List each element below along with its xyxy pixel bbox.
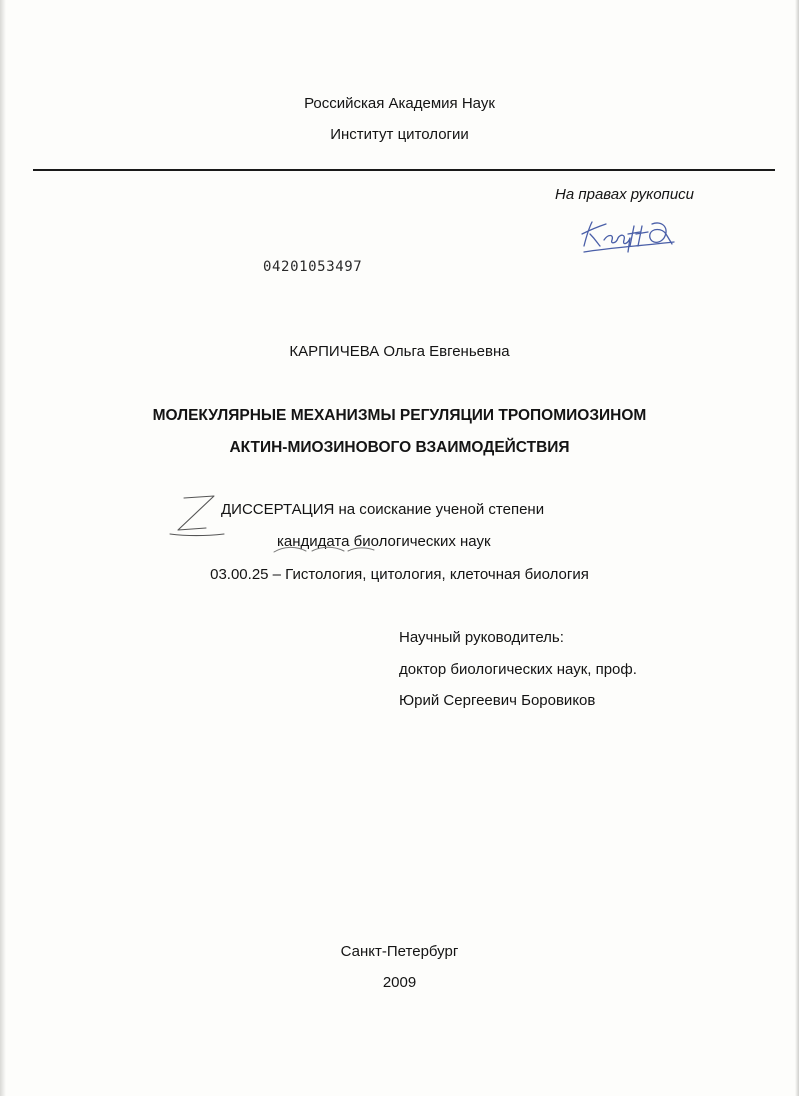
dissertation-title-line-2: АКТИН-МИОЗИНОВОГО ВЗАИМОДЕЙСТВИЯ [229, 439, 570, 456]
year: 2009 [382, 974, 417, 991]
degree-line-1: ДИССЕРТАЦИЯ на соискание ученой степени [221, 501, 545, 518]
city: Санкт-Петербург [340, 943, 459, 960]
specialty-code: 03.00.25 – Гистология, цитология, клеточная биология [210, 566, 589, 583]
manuscript-note: На правах рукописи [555, 186, 694, 203]
degree-line-2: кандидата биологических наук [277, 533, 491, 550]
academy-name: Российская Академия Наук [304, 95, 495, 112]
dissertation-title-line-1: МОЛЕКУЛЯРНЫЕ МЕХАНИЗМЫ РЕГУЛЯЦИИ ТРОПОМИОЗИНОМ [152, 407, 647, 424]
scan-edge-right [795, 0, 799, 1096]
handwritten-z-mark [166, 494, 228, 542]
header-divider [33, 169, 775, 171]
scan-edge-left [0, 0, 6, 1096]
supervisor-degree: доктор биологических наук, проф. [399, 661, 637, 678]
author-name: КАРПИЧЕВА Ольга Евгеньевна [289, 343, 510, 360]
pencil-underline-marks [268, 544, 378, 554]
supervisor-name: Юрий Сергеевич Боровиков [399, 692, 596, 709]
inventory-number: 04201053497 [263, 259, 363, 275]
institute-name: Институт цитологии [330, 126, 469, 143]
handwritten-signature [578, 212, 678, 260]
supervisor-label: Научный руководитель: [399, 629, 564, 646]
